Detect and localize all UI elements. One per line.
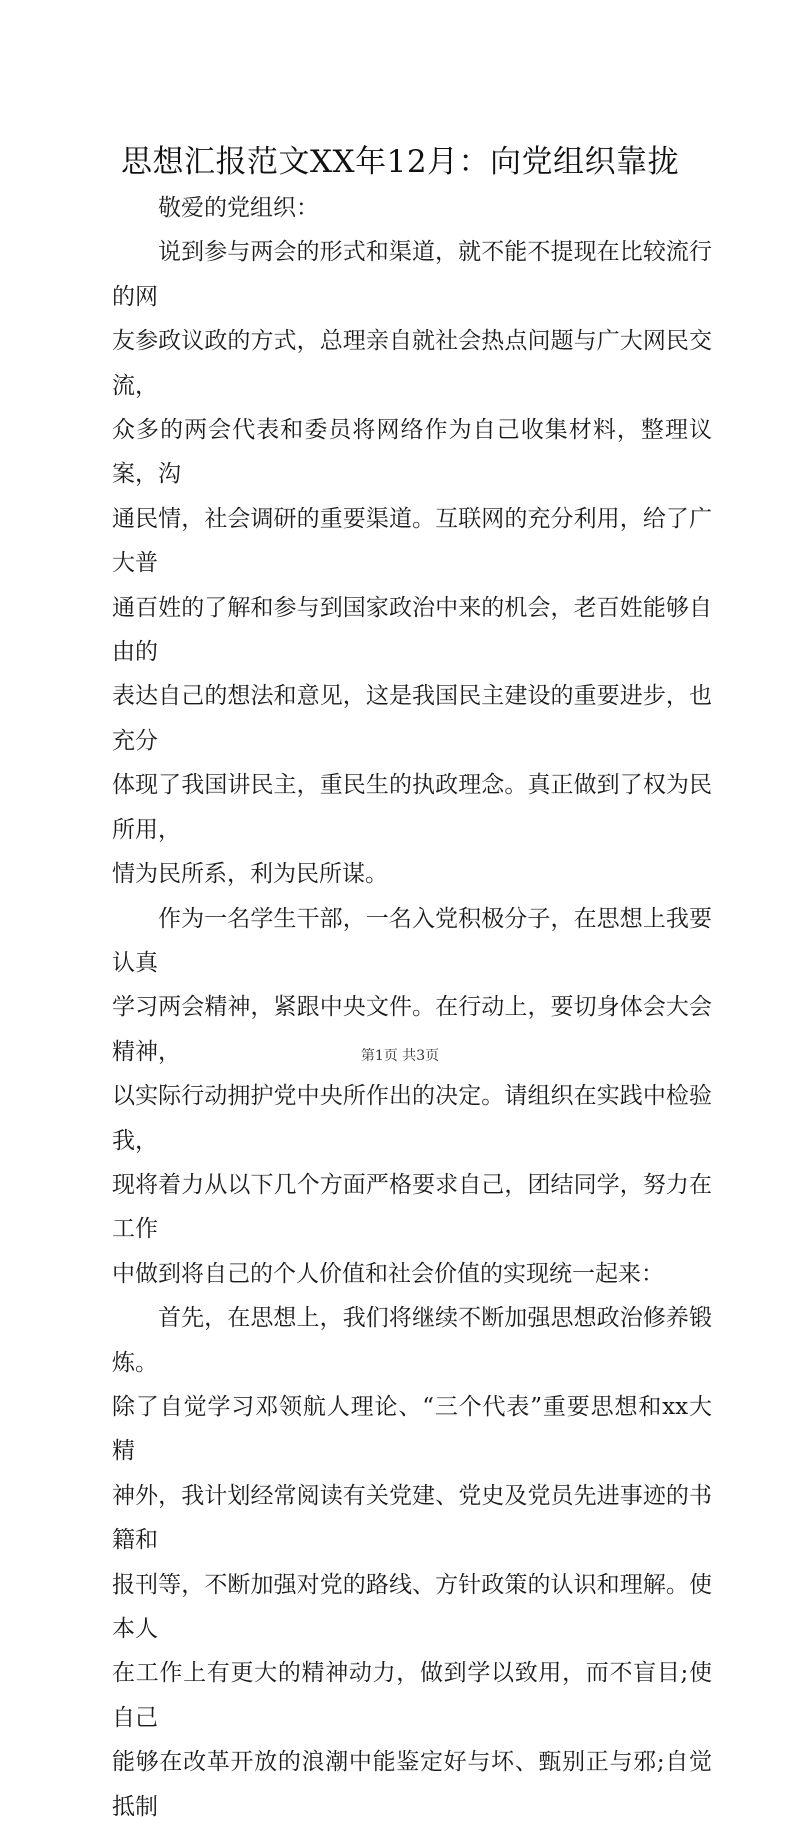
body-paragraph: 说到参与两会的形式和渠道，就不能不提现在比较流行的网 友参政议政的方式，总理亲自就社会热点问题与广大网民交流， 众多的两会代表和委员将网络作为自己收集材料，整理议案，沟 通民情，社会调研的重要渠道。互联网的充分利用，给了广大普 通百姓的了解和参与到国家政治中来的机会，老百姓能够自由的 表达自己的想法和意见，这是我国民主建设的重要进步，也充分 体现了我国讲民主，重民生的执政理念。真正做到了权为民所用， 情为民所系，利为民所谋。	[112, 239, 712, 888]
salutation-paragraph: 敬爱的党组织：	[158, 195, 319, 221]
body-paragraph: 首先，在思想上，我们将继续不断加强思想政治修养锻炼。 除了自觉学习邓领航人理论、“三个代表”重要思想和xx大精 神外，我计划经常阅读有关党建、党史及党员先进事迹的书籍和 报刊等，不断加强对党的路线、方针政策的认识和理解。使本人 在工作上有更大的精神动力，做到学以致用，而不盲目;使自己 能够在改革开放的浪潮中能鉴定好与坏、甄别正与邪;自觉抵制	[112, 1305, 712, 1820]
body-paragraph: 作为一名学生干部，一名入党积极分子，在思想上我要认真 学习两会精神，紧跟中央文件。在行动上，要切身体会大会精神， 以实际行动拥护党中央所作出的决定。请组织在实践中检验我， 现将着力从以下几个方面严格要求自己，团结同学，努力在工作 中做到将自己的个人价值和社会价值的实现统一起来：	[112, 905, 712, 1287]
document-body	[112, 186, 712, 1829]
page-number-footer: 第1页 共3页	[360, 1048, 440, 1064]
document-title: 思想汇报范文XX年12月：向党组织靠拢	[120, 144, 680, 180]
